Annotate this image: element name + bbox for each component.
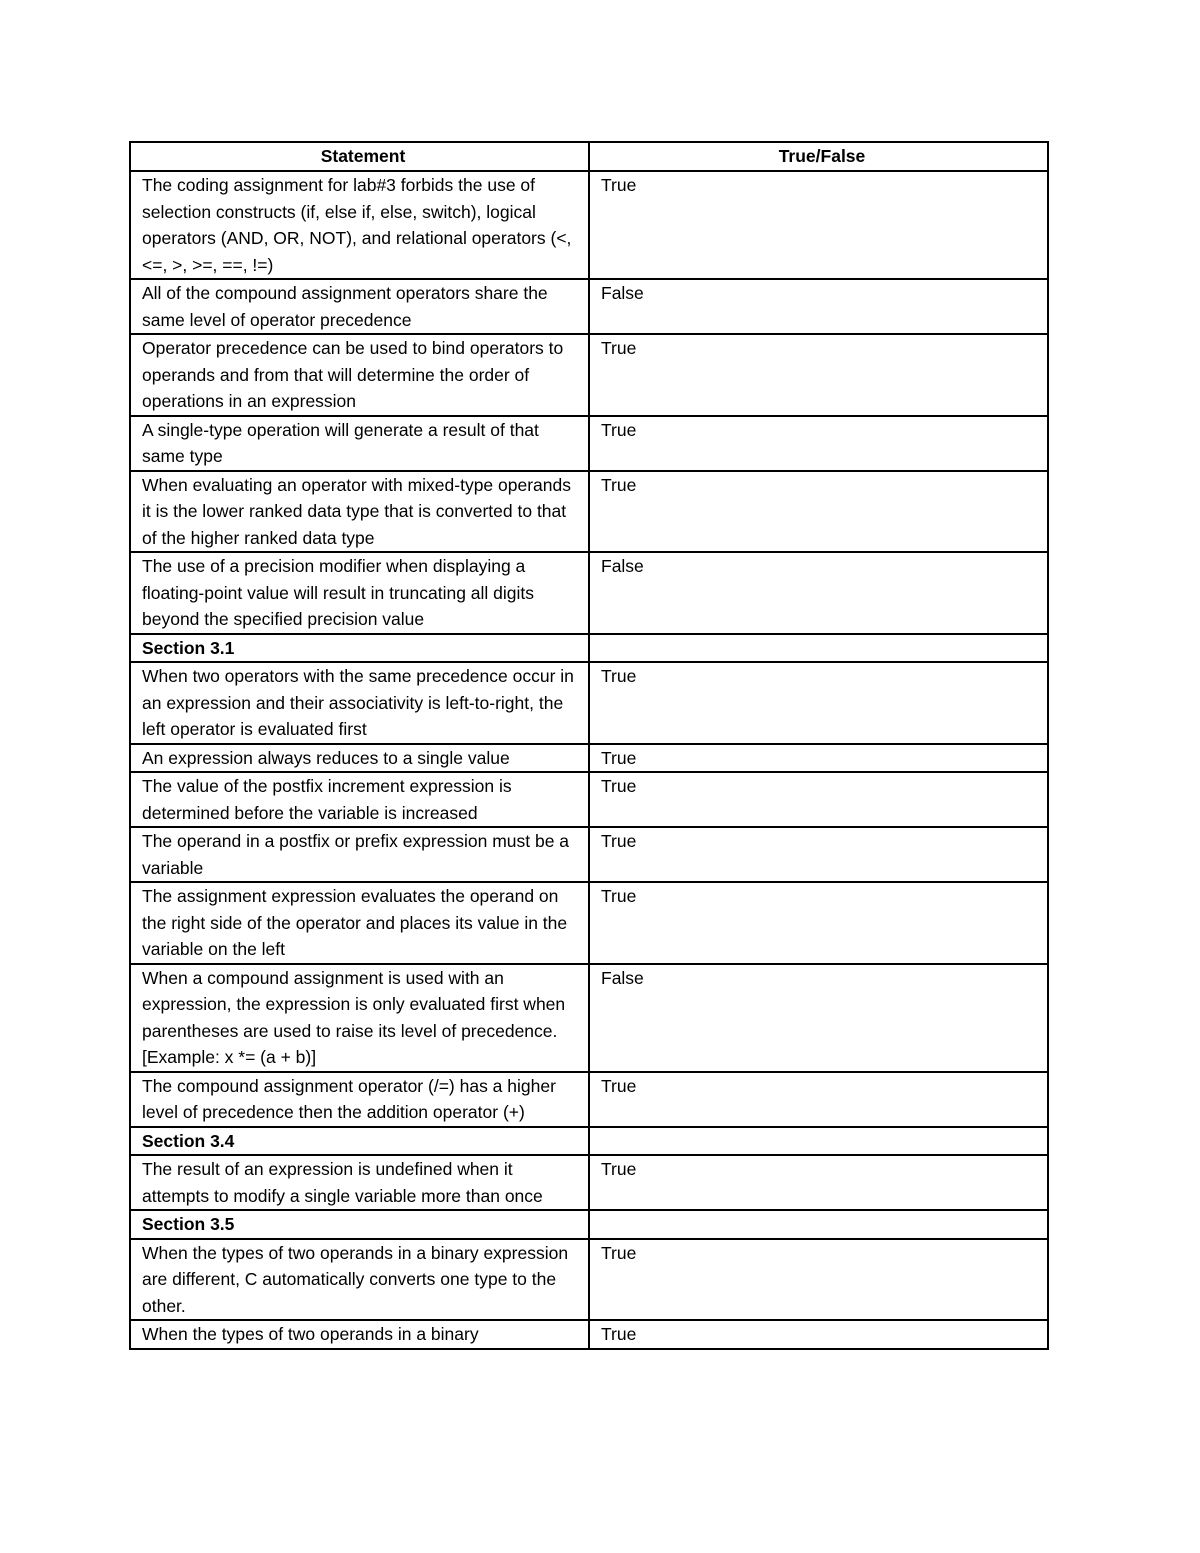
statement-cell: The result of an expression is undefined when it attempts to modify a single variable more than once	[130, 1155, 589, 1210]
table-row	[130, 1155, 1048, 1210]
answer-cell: True	[589, 882, 1048, 964]
section-row-3-4	[130, 1127, 1048, 1156]
statement-cell: The value of the postfix increment expression is determined before the variable is increased	[130, 772, 589, 827]
table-row	[130, 744, 1048, 773]
answer-cell: True	[589, 171, 1048, 279]
statement-cell: An expression always reduces to a single value	[130, 744, 589, 773]
table-row	[130, 882, 1048, 964]
statement-cell: When a compound assignment is used with an expression, the expression is only evaluated first when parentheses are used to raise its level of precedence. [Example: x *= (a + b)]	[130, 964, 589, 1072]
table-row	[130, 662, 1048, 744]
section-heading: Section 3.4	[130, 1127, 589, 1156]
table-header-row	[130, 142, 1048, 171]
statement-cell: The compound assignment operator (/=) has a higher level of precedence then the addition operator (+)	[130, 1072, 589, 1127]
statement-cell: Operator precedence can be used to bind operators to operands and from that will determine the order of operations in an expression	[130, 334, 589, 416]
statement-cell: A single-type operation will generate a result of that same type	[130, 416, 589, 471]
table-row	[130, 416, 1048, 471]
answer-cell: True	[589, 662, 1048, 744]
true-false-table	[129, 141, 1049, 1350]
table-row	[130, 1072, 1048, 1127]
section-row-3-5	[130, 1210, 1048, 1239]
answer-cell: True	[589, 827, 1048, 882]
statement-cell: The assignment expression evaluates the operand on the right side of the operator and places its value in the variable on the left	[130, 882, 589, 964]
statement-cell: When the types of two operands in a binary expression are different, C automatically converts one type to the other.	[130, 1239, 589, 1321]
empty-cell	[589, 634, 1048, 663]
table-row	[130, 171, 1048, 279]
answer-column-header: True/False	[589, 142, 1048, 171]
table-row	[130, 279, 1048, 334]
statement-cell: All of the compound assignment operators share the same level of operator precedence	[130, 279, 589, 334]
answer-cell: True	[589, 471, 1048, 553]
answer-cell: True	[589, 1239, 1048, 1321]
section-heading: Section 3.1	[130, 634, 589, 663]
statement-cell: When evaluating an operator with mixed-type operands it is the lower ranked data type that is converted to that of the higher ranked data type	[130, 471, 589, 553]
answer-cell: True	[589, 1072, 1048, 1127]
answer-cell: False	[589, 964, 1048, 1072]
answer-cell: True	[589, 334, 1048, 416]
answer-cell: True	[589, 1155, 1048, 1210]
statement-column-header: Statement	[130, 142, 589, 171]
table-row	[130, 552, 1048, 634]
answer-cell: True	[589, 772, 1048, 827]
table-row	[130, 334, 1048, 416]
statement-cell: When two operators with the same precedence occur in an expression and their associativity is left-to-right, the left operator is evaluated first	[130, 662, 589, 744]
empty-cell	[589, 1127, 1048, 1156]
answer-cell: True	[589, 744, 1048, 773]
table-row	[130, 471, 1048, 553]
statement-cell: The coding assignment for lab#3 forbids the use of selection constructs (if, else if, else, switch), logical operators (AND, OR, NOT), and relational operators (<, <=, >, >=, ==, !=)	[130, 171, 589, 279]
table-row	[130, 827, 1048, 882]
answer-cell: False	[589, 552, 1048, 634]
table-row	[130, 1239, 1048, 1321]
table-row	[130, 772, 1048, 827]
statement-cell: When the types of two operands in a binary	[130, 1320, 589, 1349]
statement-cell: The use of a precision modifier when displaying a floating-point value will result in truncating all digits beyond the specified precision value	[130, 552, 589, 634]
answer-cell: False	[589, 279, 1048, 334]
empty-cell	[589, 1210, 1048, 1239]
table-row	[130, 964, 1048, 1072]
statement-cell: The operand in a postfix or prefix expression must be a variable	[130, 827, 589, 882]
section-heading: Section 3.5	[130, 1210, 589, 1239]
answer-cell: True	[589, 416, 1048, 471]
section-row-3-1	[130, 634, 1048, 663]
table-row-cut	[130, 1320, 1048, 1349]
answer-cell: True	[589, 1320, 1048, 1349]
